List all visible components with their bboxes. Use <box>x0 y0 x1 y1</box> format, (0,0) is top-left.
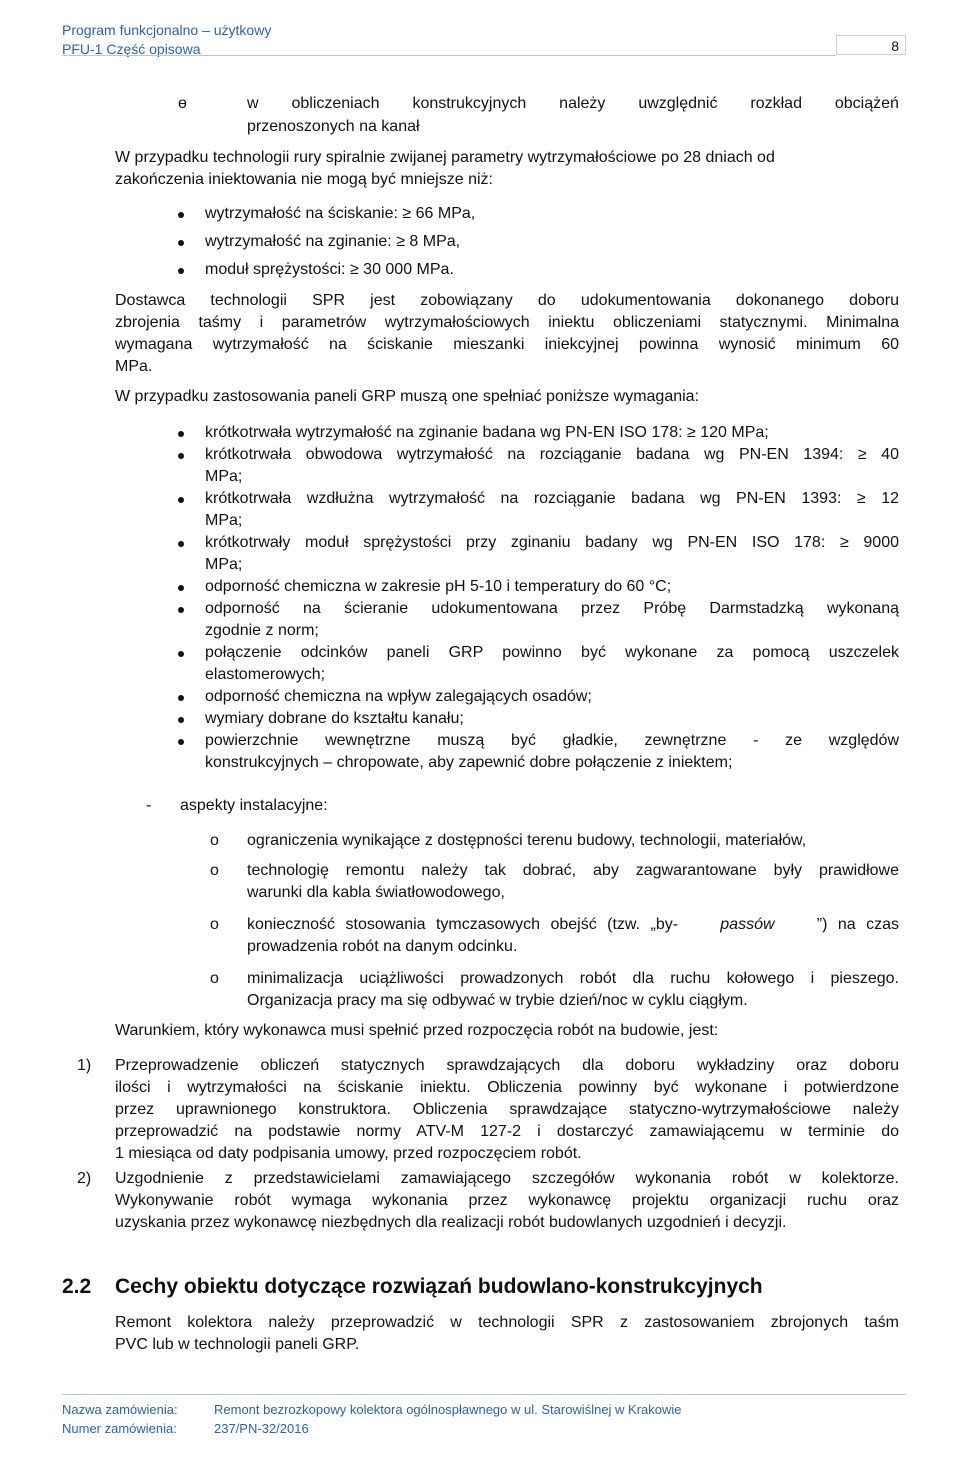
top-item-marker: ө <box>178 95 187 112</box>
install-item: minimalizacja uciążliwości prowadzonych robót dla ruchu kołowego i pieszego. <box>247 970 899 987</box>
page-footer <box>62 1400 906 1438</box>
bullet-icon <box>178 268 184 274</box>
install-item: ograniczenia wynikające z dostępności terenu budowy, technologii, materiałów, <box>247 832 807 849</box>
grp-item-cont: konstrukcyjnych – chropowate, aby zapewnić dobre połączenie z iniektem; <box>205 754 733 771</box>
bullet-icon <box>178 717 184 723</box>
bullet-icon <box>178 541 184 547</box>
spr-line: Dostawca technologii SPR jest zobowiązany do udokumentowania dokonanego doboru <box>115 292 899 309</box>
condition-number: 1) <box>77 1057 92 1074</box>
spr-line: zbrojenia taśmy i parametrów wytrzymałościowych iniektu obliczeniami statycznymi. Minimalna <box>115 314 899 331</box>
grp-item: powierzchnie wewnętrzne muszą być gładkie, zewnętrzne - ze względów <box>205 732 899 749</box>
grp-item: odporność chemiczna w zakresie pH 5-10 i temperatury do 60 °C; <box>205 578 672 595</box>
section-number: 2.2 <box>62 1275 92 1298</box>
grp-item-cont: elastomerowych; <box>205 666 326 683</box>
grp-item: krótkotrwała wytrzymałość na zginanie badana wg PN-EN ISO 178: ≥ 120 MPa; <box>205 424 769 441</box>
header-document-type: Program funkcjonalno – użytkowy <box>62 22 272 38</box>
grp-item: odporność chemiczna na wpływ zalegających osadów; <box>205 688 592 705</box>
footer-value: 237/PN-32/2016 <box>214 1421 309 1436</box>
spiral-item: wytrzymałość na zginanie: ≥ 8 MPa, <box>205 233 461 250</box>
spiral-intro-line2: zakończenia iniektowania nie mogą być mniejsze niż: <box>115 171 493 188</box>
circle-bullet-icon: o <box>210 832 219 849</box>
install-item: technologię remontu należy tak dobrać, aby zagwarantowane były prawidłowe <box>247 862 899 879</box>
circle-bullet-icon: o <box>210 970 219 987</box>
spiral-intro-line1: W przypadku technologii rury spiralnie zwijanej parametry wytrzymałościowe po 28 dniach od <box>115 149 775 166</box>
bullet-icon <box>178 651 184 657</box>
install-item-cont: prowadzenia robót na danym odcinku. <box>247 938 518 955</box>
header-rule <box>62 55 836 56</box>
word: w <box>247 95 259 112</box>
top-item-line1 <box>247 93 899 115</box>
grp-item-cont: MPa; <box>205 512 243 529</box>
word: obciążeń <box>834 95 899 112</box>
condition-line: Przeprowadzenie obliczeń statycznych sprawdzających dla doboru wykładziny oraz doboru <box>115 1057 899 1074</box>
grp-item-cont: MPa; <box>205 468 243 485</box>
footer-label: Numer zamówienia: <box>62 1421 177 1436</box>
grp-item: krótkotrwała obwodowa wytrzymałość na rozciąganie badana wg PN-EN 1394: ≥ 40 <box>205 446 899 463</box>
install-item-cont: warunki dla kabla światłowodowego, <box>247 884 505 901</box>
spiral-item: moduł sprężystości: ≥ 30 000 MPa. <box>205 261 454 278</box>
condition-line: Wykonywanie robót wymaga wykonania przez wykonawcę projektu organizacji ruchu oraz <box>115 1192 899 1209</box>
italic-word: passów <box>720 916 775 933</box>
section-title: Cechy obiektu dotyczące rozwiązań budowlano-konstrukcyjnych <box>115 1275 763 1298</box>
grp-intro: W przypadku zastosowania paneli GRP muszą one spełniać poniższe wymagania: <box>115 388 700 405</box>
circle-bullet-icon: o <box>210 916 219 933</box>
footer-label: Nazwa zamówienia: <box>62 1402 178 1417</box>
grp-item-cont: MPa; <box>205 556 243 573</box>
spr-line: MPa. <box>115 358 153 375</box>
section-body-line: PVC lub w technologii paneli GRP. <box>115 1336 360 1353</box>
text-segment: konieczność stosowania tymczasowych obejść (tzw. „by- <box>247 916 679 933</box>
condition-line: uzyskania przez wykonawcę niezbędnych dla realizacji robót budowlanych uzgodnień i decyzji. <box>115 1214 787 1231</box>
word: należy <box>559 95 606 112</box>
section-body-line: Remont kolektora należy przeprowadzić w technologii SPR z zastosowaniem zbrojonych taśm <box>115 1314 899 1331</box>
footer-rule <box>62 1394 906 1395</box>
spr-line: wymagana wytrzymałość na ściskanie mieszanki iniekcyjnej powinna wynosić minimum 60 <box>115 336 899 353</box>
install-item-cont: Organizacja pracy ma się odbywać w trybie dzień/noc w cyklu ciągłym. <box>247 992 748 1009</box>
bullet-icon <box>178 240 184 246</box>
install-dash: - <box>146 797 152 814</box>
grp-item: połączenie odcinków paneli GRP powinno być wykonane za pomocą uszczelek <box>205 644 899 661</box>
condition-number: 2) <box>77 1170 92 1187</box>
install-item <box>247 914 899 936</box>
bullet-icon <box>178 607 184 613</box>
bullet-icon <box>178 497 184 503</box>
grp-item: krótkotrwała wzdłużna wytrzymałość na rozciąganie badana wg PN-EN 1393: ≥ 12 <box>205 490 899 507</box>
bullet-icon <box>178 739 184 745</box>
word: obliczeniach <box>291 95 380 112</box>
grp-item: wymiary dobrane do kształtu kanału; <box>205 710 464 727</box>
spiral-item: wytrzymałość na ściskanie: ≥ 66 MPa, <box>205 205 476 222</box>
condition-line: 1 miesiąca od daty podpisania umowy, przed rozpoczęciem robót. <box>115 1145 582 1162</box>
conditions-intro: Warunkiem, który wykonawca musi spełnić przed rozpoczęcia robót na budowie, jest: <box>115 1022 719 1039</box>
footer-row-name <box>62 1400 906 1419</box>
condition-line: ilości i wytrzymałości na ściskanie iniektu. Obliczenia powinny być wykonane i potwierdzone <box>115 1079 899 1096</box>
page-number: 8 <box>836 35 906 55</box>
condition-line: przez uprawnionego konstruktora. Obliczenia sprawdzające statyczno-wytrzymałościowe należy <box>115 1101 899 1118</box>
word: konstrukcyjnych <box>412 95 527 112</box>
bullet-icon <box>178 695 184 701</box>
grp-item: krótkotrwały moduł sprężystości przy zginaniu badany wg PN-EN ISO 178: ≥ 9000 <box>205 534 899 551</box>
condition-line: przeprowadzić na podstawie normy ATV-M 127-2 i dostarczyć zamawiającemu w terminie do <box>115 1123 899 1140</box>
grp-item: odporność na ścieranie udokumentowana przez Próbę Darmstadzką wykonaną <box>205 600 899 617</box>
install-label: aspekty instalacyjne: <box>180 797 328 814</box>
condition-line: Uzgodnienie z przedstawicielami zamawiającego szczegółów wykonania robót w kolektorze. <box>115 1170 899 1187</box>
page-header <box>62 21 906 61</box>
bullet-icon <box>178 431 184 437</box>
top-item-line2: przenoszonych na kanał <box>247 118 420 135</box>
footer-row-number <box>62 1419 906 1438</box>
header-document-part: PFU-1 Część opisowa <box>62 41 201 57</box>
text-segment: ”) na czas <box>816 916 899 933</box>
bullet-icon <box>178 212 184 218</box>
word: uwzględnić <box>638 95 718 112</box>
bullet-icon <box>178 585 184 591</box>
bullet-icon <box>178 453 184 459</box>
word: rozkład <box>750 95 802 112</box>
grp-item-cont: zgodnie z norm; <box>205 622 319 639</box>
circle-bullet-icon: o <box>210 862 219 879</box>
footer-value: Remont bezrozkopowy kolektora ogólnospławnego w ul. Starowiślnej w Krakowie <box>214 1402 682 1417</box>
